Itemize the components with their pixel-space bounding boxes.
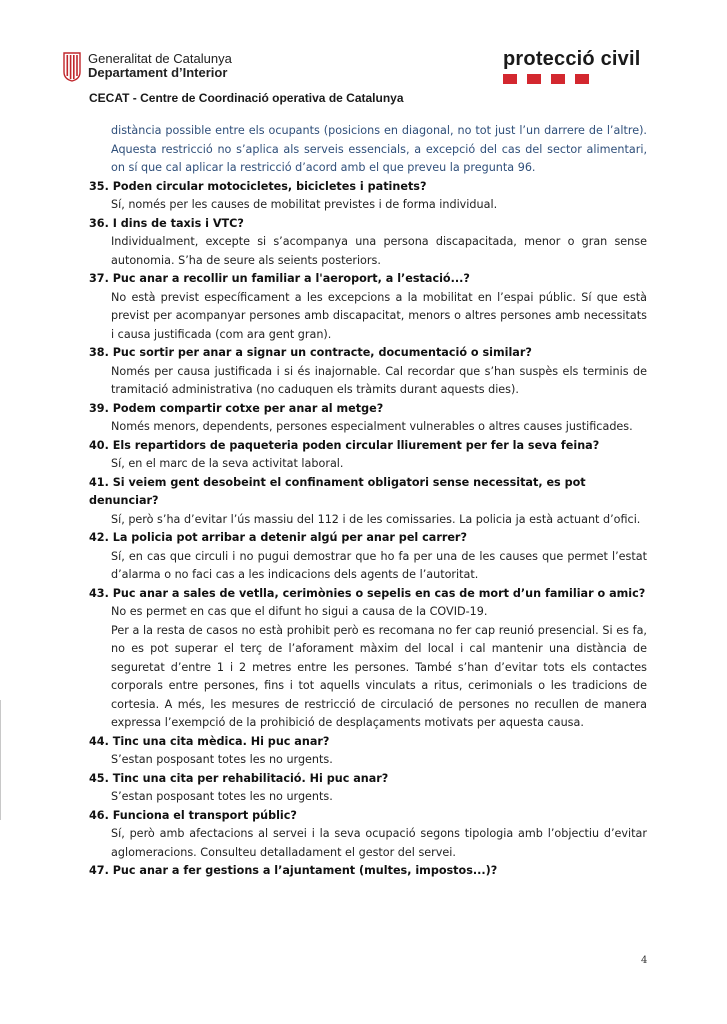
faq-question-35: 35. Poden circular motocicletes, bicicletes i patinets? <box>89 179 427 193</box>
proteccio-civil-logo <box>503 48 653 84</box>
department-name: Departament d’Interior <box>88 65 228 80</box>
faq-question-47: 47. Puc anar a fer gestions a l’ajuntament (multes, impostos...)? <box>89 864 498 877</box>
faq-answer-38: Només per causa justificada i si és inajornable. Cal recordar que s’han suspès els terminis de tramitació administrativa (no caduquen els tràmits durant aquests dies). <box>111 364 647 396</box>
document-body <box>89 122 647 881</box>
generalitat-logo-icon <box>63 52 81 82</box>
faq-question-38: 38. Puc sortir per anar a signar un contracte, documentació o similar? <box>89 346 532 359</box>
proteccio-civil-wordmark: protecció civil <box>503 48 641 70</box>
faq-answer-39: Només menors, dependents, persones especialment vulnerables o altres causes justificades. <box>111 420 633 433</box>
faq-question-43: 43. Puc anar a sales de vetlla, cerimònies o sepelis en cas de mort d’un familiar o amic? <box>89 586 646 600</box>
generalitat-wordmark <box>88 52 232 80</box>
cecat-heading: CECAT - Centre de Coordinació operativa de Catalunya <box>89 91 404 105</box>
faq-question-40: 40. Els repartidors de paqueteria poden circular lliurement per fer la seva feina? <box>89 438 600 452</box>
generalitat-name: Generalitat de Catalunya <box>88 51 232 66</box>
page-header <box>0 0 727 110</box>
faq-answer-44: S’estan posposant totes les no urgents. <box>111 753 333 766</box>
faq-answer-41: Sí, però s’ha d’evitar l’ús massiu del 112 i de les comissaries. La policia ja està actuant d’ofici. <box>111 512 641 526</box>
faq-question-42: 42. La policia pot arribar a detenir algú per anar pel carrer? <box>89 531 467 544</box>
faq-answer-37: No està previst específicament a les excepcions a la mobilitat en l’espai públic. Sí que està previst per acompanyar persones amb discapacitat, menors o altres persones amb necessitats i causa justificada (com ara gent gran). <box>111 290 647 341</box>
faq-question-36: 36. I dins de taxis i VTC? <box>89 216 244 230</box>
faq-answer-45: S’estan posposant totes les no urgents. <box>111 790 333 803</box>
faq-question-37: 37. Puc anar a recollir un familiar a l'aeroport, a l’estació...? <box>89 272 470 285</box>
faq-question-44: 44. Tinc una cita mèdica. Hi puc anar? <box>89 734 330 748</box>
faq-question-46: 46. Funciona el transport públic? <box>89 808 297 822</box>
faq-answer-35: Sí, només per les causes de mobilitat previstes i de forma individual. <box>111 198 498 211</box>
proteccio-civil-squares-icon <box>503 74 653 84</box>
faq-question-41: 41. Si veiem gent desobeint el confinament obligatori sense necessitat, es pot denunciar? <box>89 475 586 507</box>
faq-answer-36: Individualment, excepte si s’acompanya una persona discapacitada, menor o gran sense autonomia. S’ha de seure als seients posteriors. <box>111 235 647 267</box>
faq-answer-40: Sí, en el marc de la seva activitat laboral. <box>111 457 344 470</box>
page-number: 4 <box>641 955 648 966</box>
faq-answer-43-detail: Per a la resta de casos no està prohibit però es recomana no fer cap reunió presencial. Si es fa, no es pot superar el terç de l’aforament màxim del local i cal mantenir una distància de seguretat d’entre 1 i 2 metres entre les persones. També s’han d’evitar tots els contactes corporals entre persones, fins i tot aquells vinculats a ritus, cerimonials o les tradicions de cortesia. A més, les mesures de restricció de circulació de persones no recullen de manera expressa l’exempció de la prohibició de desplaçaments motivats per aquesta causa. <box>111 623 647 729</box>
faq-question-39: 39. Podem compartir cotxe per anar al metge? <box>89 401 384 415</box>
faq-answer-46: Sí, però amb afectacions al servei i la seva ocupació segons tipologia amb l’objectiu d’evitar aglomeracions. Consulteu detalladament el gestor del servei. <box>111 827 647 859</box>
faq-question-45: 45. Tinc una cita per rehabilitació. Hi puc anar? <box>89 771 389 785</box>
faq-answer-42: Sí, en cas que circuli i no pugui demostrar que ho fa per una de les causes que permet l’estat d’alarma o no faci cas a les indicacions dels agents de l’autoritat. <box>111 549 647 581</box>
continuation-paragraph: distància possible entre els ocupants (posicions en diagonal, no tot just l’un darrere de l’altre). Aquesta restricció no s’aplica als serveis essencials, a excepció del cas del sector alimentari, on sí que cal aplicar la restricció d’acord amb el que preveu la pregunta 96. <box>111 124 647 174</box>
page-edge-divider <box>0 700 3 820</box>
faq-answer-43: No es permet en cas que el difunt ho sigui a causa de la COVID-19. <box>111 605 488 618</box>
